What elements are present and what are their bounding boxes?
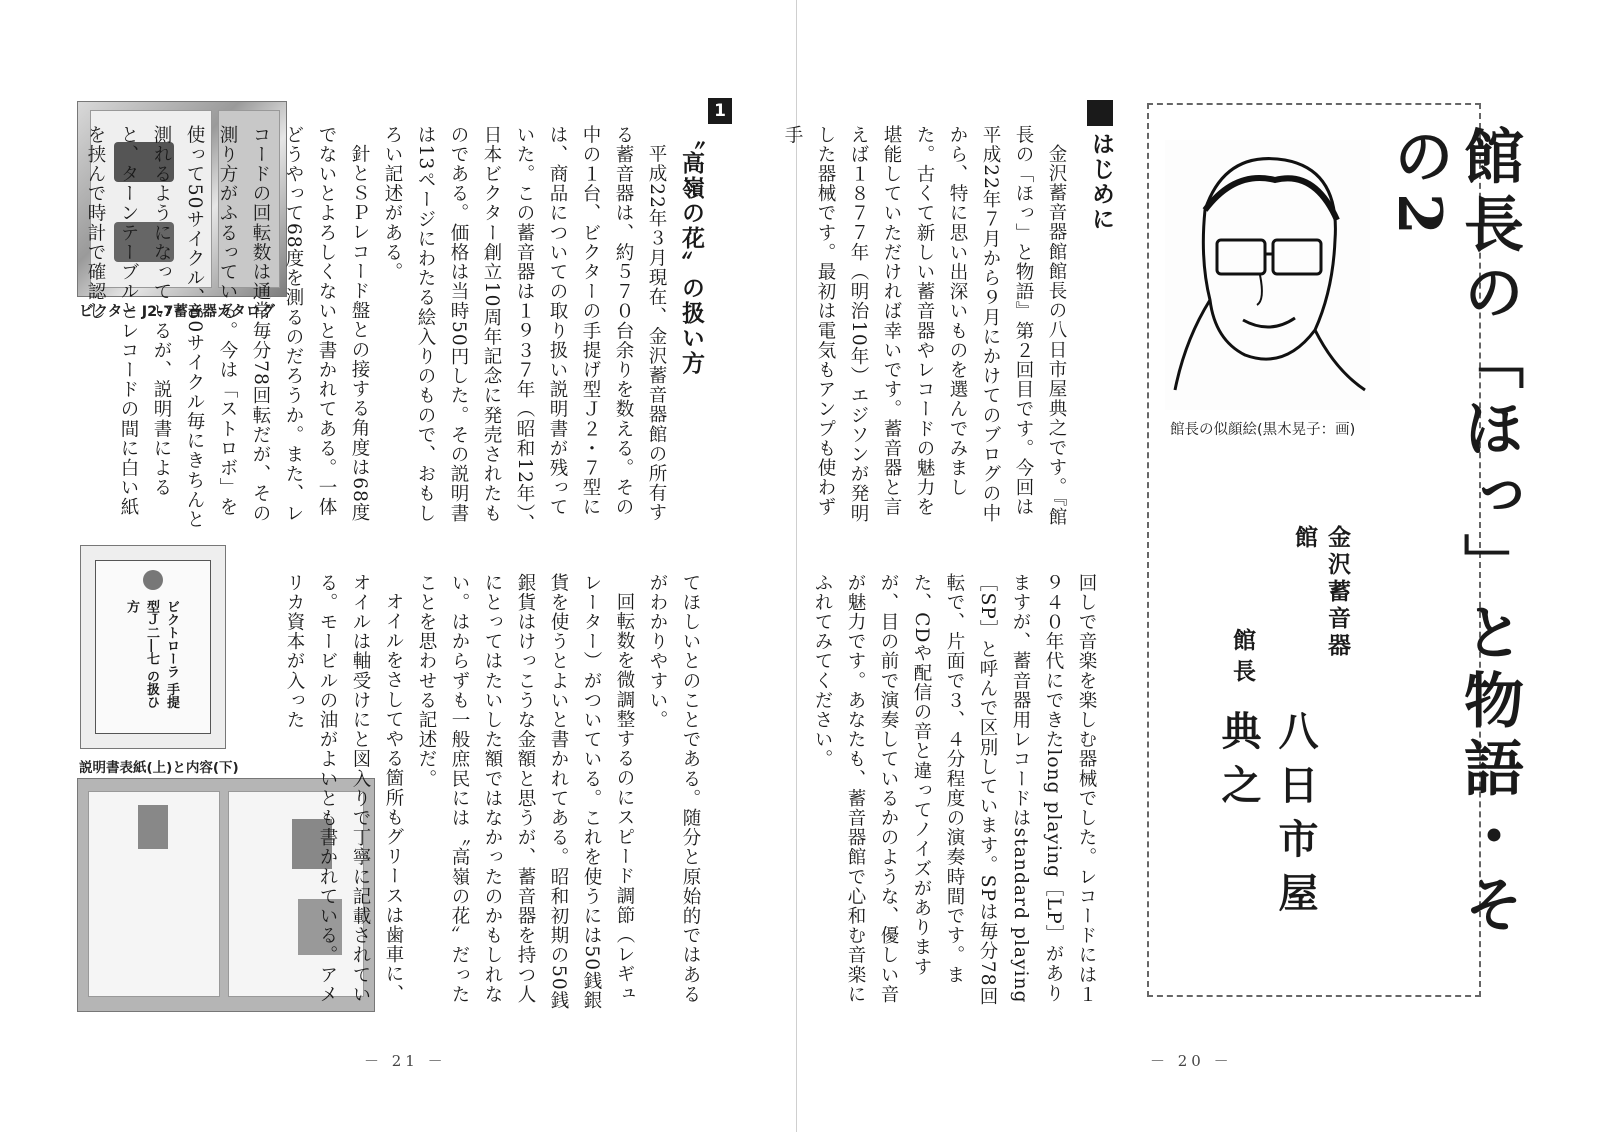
paragraph: 針とＳＰレコード盤との接する角度は68度でないとよろしくないと書かれてある。一体どうやって68度を測るのだろうか。また、レコードの回転数は通常毎分78回転だが、その測り方がふるっている。今は「ストロボ」を使って50サイクル、60サイクル毎にきちんと測れるようになっているが、説明書によると、ターンテーブルとレコードの間に白い紙を挟んで時計で確認し [85,125,370,530]
diagram-image [138,805,168,849]
manual-cover-photo [80,545,226,749]
section-heading-1 [675,98,732,388]
victor-logo-icon [143,570,163,590]
catalog-caption: ビクター J2-7蓄音器カタログ [79,304,275,320]
intro-heading: はじめに [1088,132,1114,232]
portrait-drawing [1165,140,1370,410]
manual-cover-title: ビクトローラ 手提型Ｊ二―七 の扱ひ方 [124,600,179,709]
paragraph: てほしいとのことである。随分と原始的ではあるがわかりやすい。 [647,573,701,1005]
paragraph: 回転数を微調整するのにスピード調節（レギュレーター）がついている。これを使うには50銭銀貨を使うとよいと書かれてある。昭和初期の50銭銀貨はけっこうな金額と思うが、蓄音器を持つ人にとってはたいした額ではなかったのかもしれない。はからずも一般庶民には〝高嶺の花〟だったことを思わせる記述だ。 [416,573,635,1011]
main-title: 館長の「ほっ」と物語・その2 [1384,125,1524,941]
article-lower-body [227,573,707,1013]
page-number-20: － 20 － [1150,1052,1233,1070]
section-marker [1087,100,1113,126]
author-name: 八日市屋 典之 [1215,710,1319,980]
paragraph: オイルをさしてやる箇所もグリースは歯車に、オイルは軸受けにと図入りで丁寧に記載されている。モービルの油がよいとも書かれている。アメリカ資本が入った [284,573,404,1005]
paragraph: 回しで音楽を楽しむ器械でした。レコードには１９４０年代にできたlong playing［LP］がありますが、蓄音器用レコードはstandard playing［SP］と呼んで区別しています。SPは毎分78回転で、片面で３、４分程度の演奏時間です。また、CDや配信の音と違ってノイズがありますが、目の前で演奏しているかのような、優しい音が魅力です。あなたも、蓄音器館で心和む音楽にふれてみてください。 [812,573,1097,1007]
author-organization: 金沢蓄音器館 [1291,525,1351,660]
intro-lower-body [812,573,1103,1013]
manual-caption: 説明書表紙(上)と内容(下) [79,760,239,776]
page-number-21: － 21 － [364,1052,447,1070]
section-number-badge: 1 [708,98,732,124]
author-role: 館長 [1229,628,1256,690]
portrait-illustration [1165,140,1370,410]
paragraph: 平成22年３月現在、金沢蓄音器館の所有する蓄音器は、約５７０台余りを数える。その中の１台、ビクターの手提げ型Ｊ２・７型には、商品についての取り扱い説明書が残っていた。この蓄音器は１９３７年（昭和12年）、日本ビクター創立10周年記念に発売されたものである。価格は当時50円した。その説明書は13ページにわたる絵入りのもので、おもしろい記述がある。 [382,125,667,534]
section-title: 〝高嶺の花〟の扱い方 [678,126,704,376]
portrait-caption: 館長の似顔絵(黒木晃子：画) [1170,422,1356,438]
paragraph: 金沢蓄音器館館長の八日市屋典之です。『館長の「ほっ」と物語』第２回目です。今回は平成22年７月から９月にかけてのブログの中から、特に思い出深いものを選んでみました。古くて新しい蓄音器やレコードの魅力を堪能していただければ幸いです。蓄音器と言えば１８７７年（明治10年）エジソンが発明した器械です。最初は電気もアンプも使わず手 [782,125,1067,527]
intro-upper-body [782,125,1073,535]
